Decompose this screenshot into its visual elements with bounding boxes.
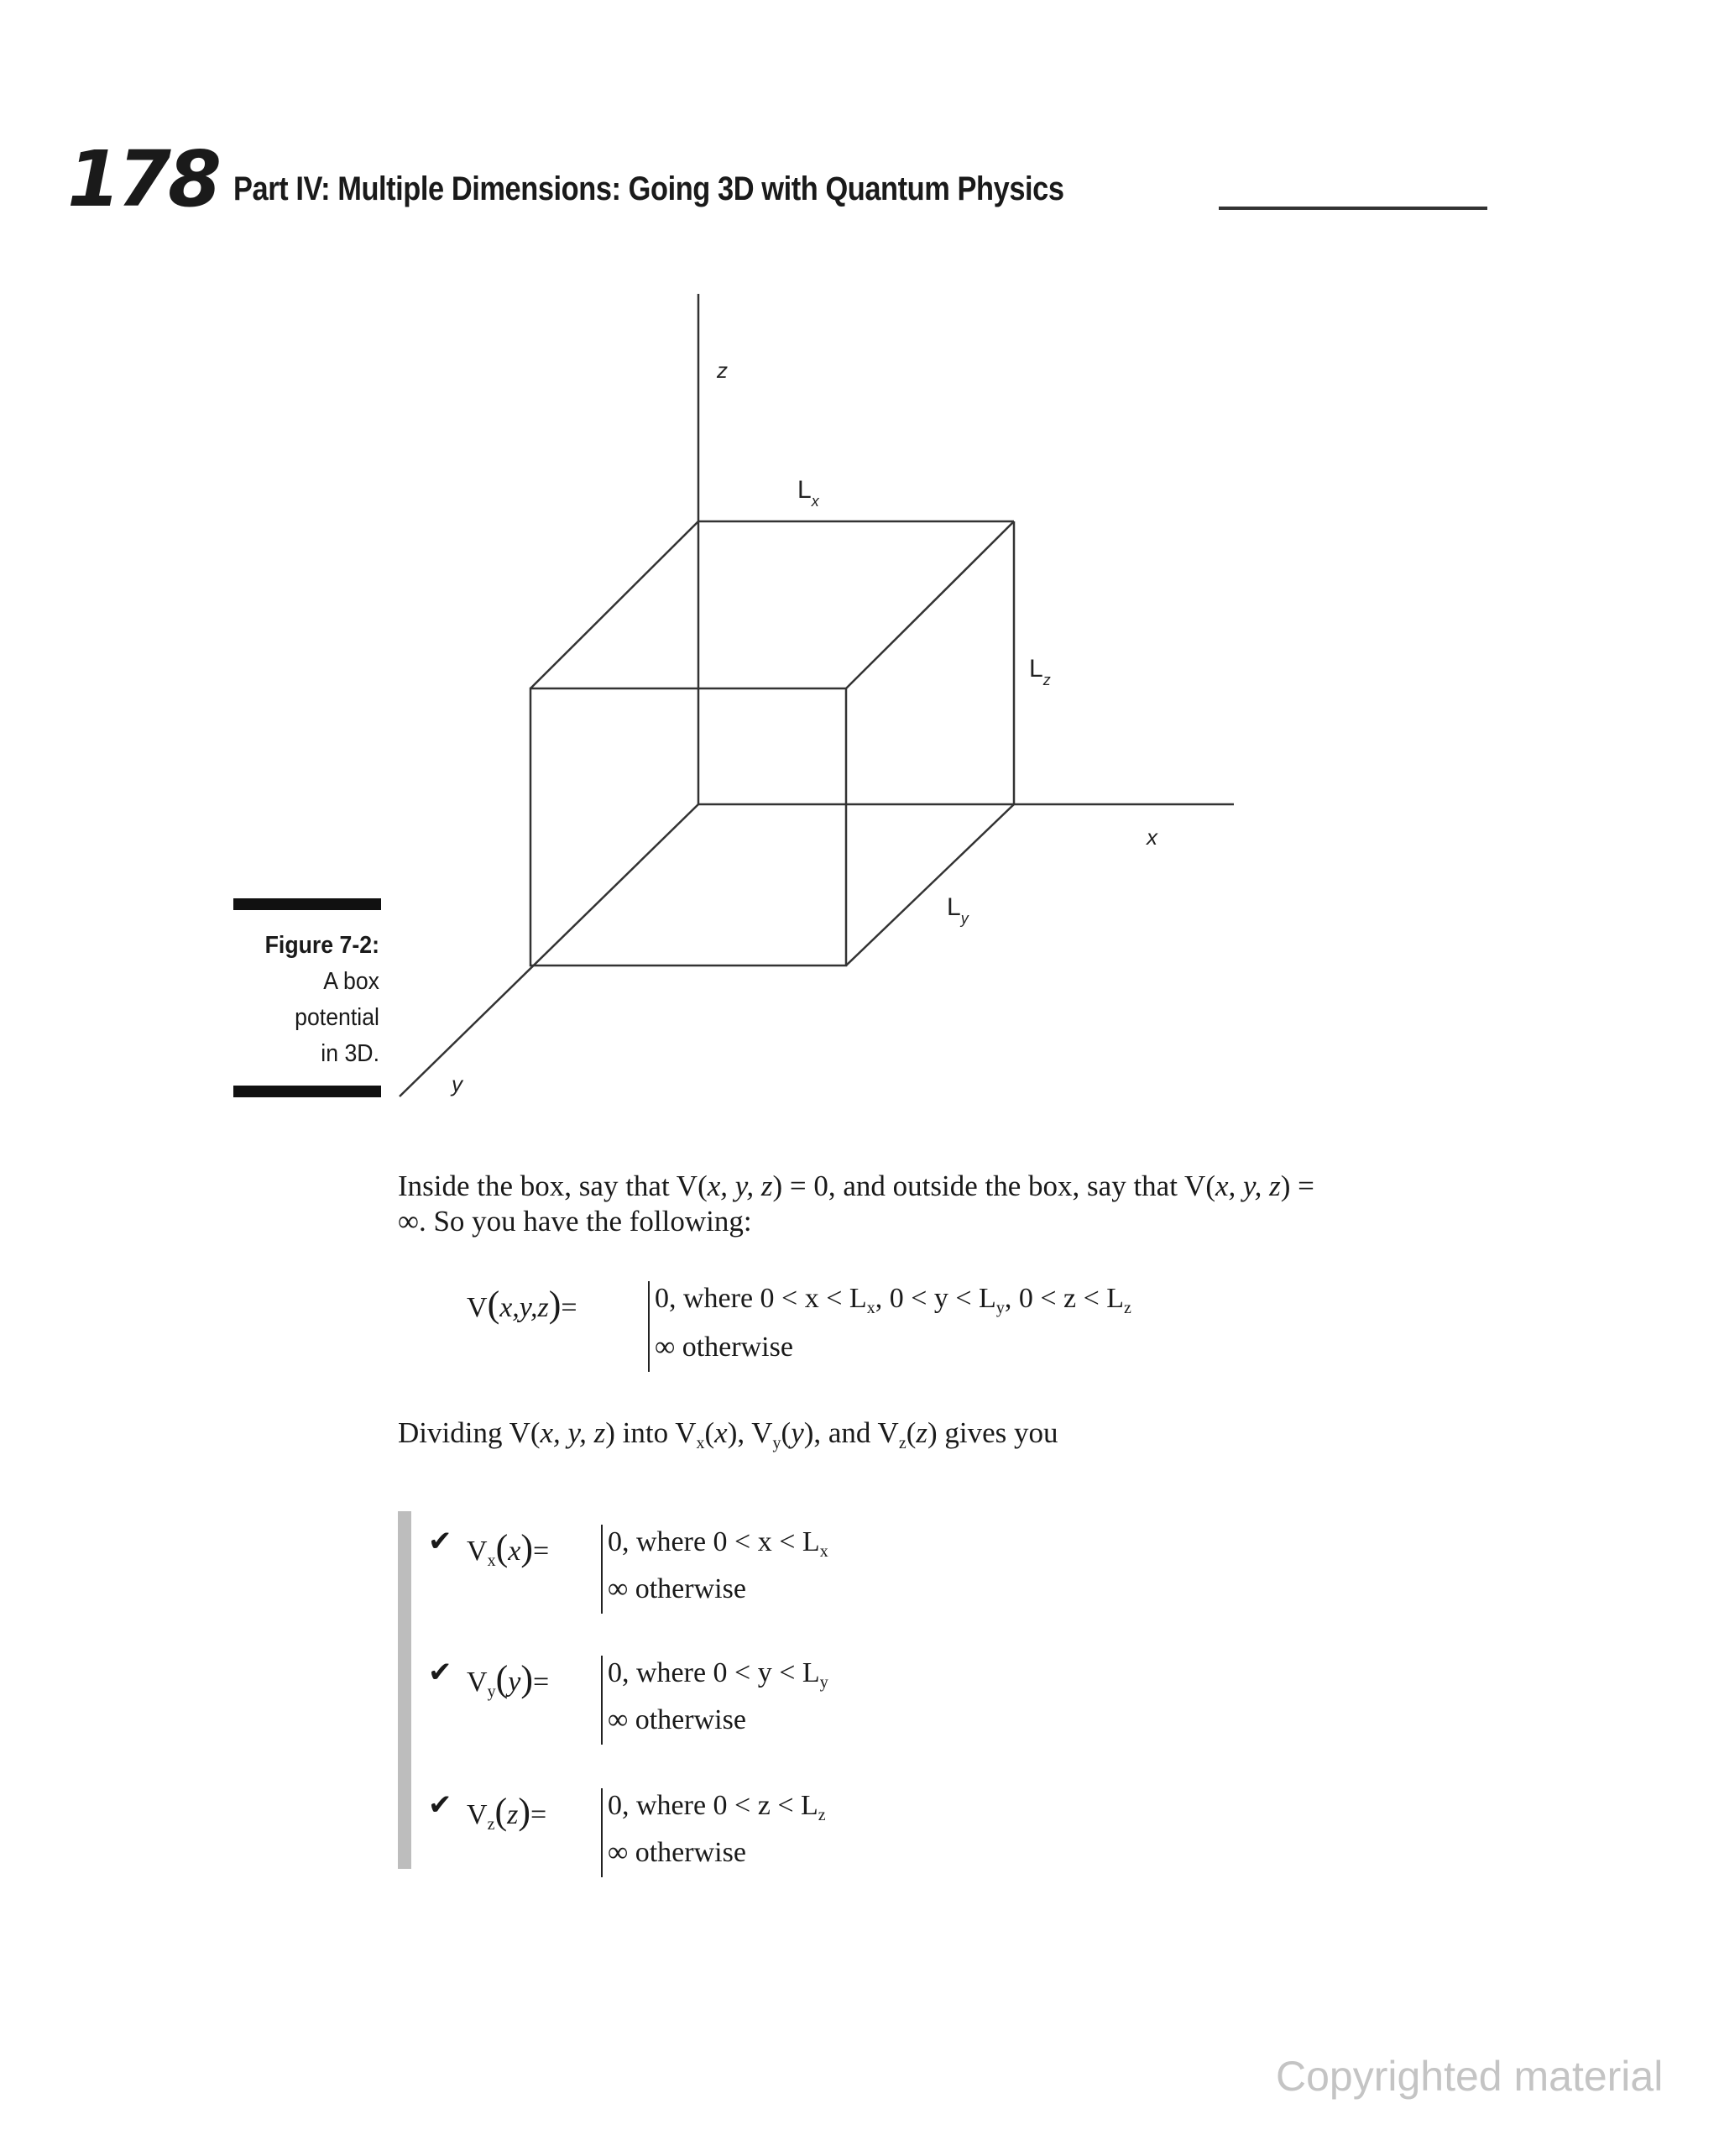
caption-line: in 3D. bbox=[321, 1040, 379, 1067]
equation-potential bbox=[467, 1276, 1222, 1377]
box-front-face bbox=[530, 688, 846, 965]
bullet-case-2: ∞ otherwise bbox=[608, 1704, 746, 1735]
y-axis-label: y bbox=[452, 1071, 462, 1096]
checkmark-icon: ✔ bbox=[428, 1525, 452, 1558]
bullet-brace bbox=[601, 1525, 603, 1614]
ly-label: Ly bbox=[947, 893, 969, 927]
bullet-lhs: $V_y(y)=$ bbox=[467, 1658, 550, 1701]
figure-caption bbox=[245, 928, 379, 1072]
checkmark-icon: ✔ bbox=[428, 1788, 452, 1822]
caption-top-bar bbox=[233, 898, 381, 910]
bullet-case-2: ∞ otherwise bbox=[608, 1837, 746, 1868]
bullet-brace bbox=[601, 1656, 603, 1745]
y-axis bbox=[400, 804, 698, 1096]
equation-lhs: V(x,y,z)= bbox=[467, 1284, 577, 1325]
box-edge bbox=[846, 521, 1014, 688]
equation-case-2: ∞ otherwise bbox=[655, 1332, 793, 1363]
bullet-list-rail bbox=[398, 1511, 411, 1869]
checkmark-icon: ✔ bbox=[428, 1656, 452, 1689]
bullet-item-vx bbox=[428, 1520, 1016, 1620]
bullet-case-1: 0, where $0 < x < L_x$ bbox=[608, 1526, 828, 1561]
bullet-lhs: $V_x(x)=$ bbox=[467, 1527, 550, 1570]
lz-label: Lz bbox=[1029, 655, 1051, 688]
caption-bottom-bar bbox=[233, 1086, 381, 1097]
lx-label: Lx bbox=[797, 476, 819, 510]
equation-case-1: 0, where $0 < x < L_x$, $0 < y < L_y$, $0 < z < L_z$ bbox=[655, 1283, 1131, 1317]
copyright-watermark: Copyrighted material bbox=[1276, 2053, 1664, 2100]
bullet-lhs: $V_z(z)=$ bbox=[467, 1791, 547, 1834]
box-edge bbox=[846, 804, 1014, 965]
bullet-case-1: 0, where $0 < z < L_z$ bbox=[608, 1790, 826, 1824]
running-head: Part IV: Multiple Dimensions: Going 3D with Quantum Physics bbox=[233, 170, 1064, 207]
bullet-item-vz bbox=[428, 1783, 1016, 1884]
paragraph-dividing: Dividing V(x, y, z) into $V_x(x)$, $V_y(y)$, and $V_z(z)$ gives you bbox=[398, 1416, 1058, 1452]
box-edge bbox=[530, 521, 698, 688]
bullet-item-vy bbox=[428, 1651, 1016, 1751]
x-axis-label: x bbox=[1147, 824, 1157, 850]
bullet-case-2: ∞ otherwise bbox=[608, 1573, 746, 1604]
paragraph-intro: Inside the box, say that V(x, y, z) = 0, and outside the box, say that V(x, y, z) = ∞. So you have the following: bbox=[398, 1170, 1314, 1238]
page-number: 178 bbox=[67, 134, 219, 224]
bullet-case-1: 0, where $0 < y < L_y$ bbox=[608, 1657, 828, 1692]
bullet-brace bbox=[601, 1788, 603, 1877]
equation-brace bbox=[648, 1281, 650, 1372]
caption-label: Figure 7-2: bbox=[264, 932, 379, 959]
caption-line: A box bbox=[323, 968, 379, 995]
caption-line: potential bbox=[295, 1004, 379, 1031]
z-axis-label: z bbox=[717, 358, 728, 383]
